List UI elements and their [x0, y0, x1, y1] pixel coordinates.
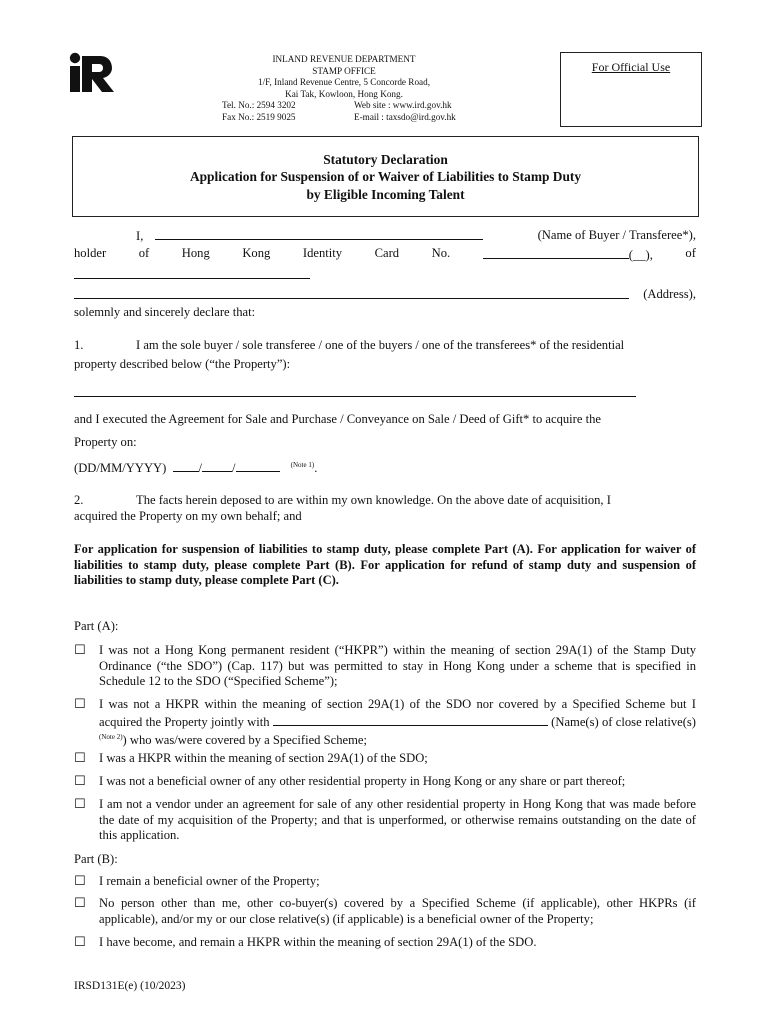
para1-number: 1.	[74, 338, 84, 352]
part-a-checkbox-1[interactable]: ☐	[74, 643, 86, 658]
fax-number: Fax No.: 2519 9025	[222, 111, 296, 122]
note-1-ref: (Note 1)	[290, 461, 315, 469]
part-b-item-1: I remain a beneficial owner of the Property;	[99, 874, 320, 888]
hkid-check-digit: (__),	[628, 248, 653, 262]
address-label: (Address),	[643, 287, 696, 301]
para2-text-b: acquired the Property on my own behalf; and	[74, 509, 302, 523]
hkid-field[interactable]	[483, 246, 629, 259]
para1-executed: and I executed the Agreement for Sale and Purchase / Conveyance on Sale / Deed of Gift* to acquire the	[74, 412, 601, 426]
part-a-item-2-text-b: (Name(s) of close relative(s)	[551, 714, 696, 729]
dept-line-2: STAMP OFFICE	[312, 65, 376, 76]
part-b-checkbox-2[interactable]: ☐	[74, 896, 86, 911]
holder-word-4: Kong	[242, 246, 271, 260]
holder-word-7: No.	[431, 246, 451, 260]
official-use-box	[560, 52, 702, 127]
date-slash-1: /	[198, 461, 203, 476]
dept-line-3: 1/F, Inland Revenue Centre, 5 Concorde Road,	[258, 77, 430, 88]
part-a-checkbox-3[interactable]: ☐	[74, 751, 86, 766]
official-use-label: For Official Use	[591, 60, 671, 74]
date-format-label: (DD/MM/YYYY)	[74, 461, 167, 476]
email: E-mail : taxsdo@ird.gov.hk	[354, 111, 456, 122]
part-b-checkbox-1[interactable]: ☐	[74, 874, 86, 889]
holder-word-6: Card	[374, 246, 400, 260]
part-b-checkbox-3[interactable]: ☐	[74, 935, 86, 950]
dept-line-4: Kai Tak, Kowloon, Hong Kong.	[285, 88, 403, 99]
title-line-3: by Eligible Incoming Talent	[306, 186, 465, 202]
para2-number: 2.	[74, 493, 84, 507]
form-code: IRSD131E(e) (10/2023)	[74, 980, 186, 992]
close-relative-name-field[interactable]	[273, 713, 548, 726]
address-row	[74, 286, 696, 304]
name-label: (Name of Buyer / Transferee*),	[537, 228, 696, 242]
part-b-heading: Part (B):	[74, 852, 118, 866]
para1-text-a: I am the sole buyer / sole transferee / one of the buyers / one of the transferees* of the residential	[136, 338, 625, 352]
date-year-field[interactable]	[236, 459, 280, 472]
holder-word-5: Identity	[302, 246, 343, 260]
solemnly-declare: solemnly and sincerely declare that:	[74, 305, 256, 319]
name-line	[74, 227, 696, 245]
date-row	[74, 457, 317, 477]
part-a-checkbox-2[interactable]: ☐	[74, 697, 86, 712]
date-month-field[interactable]	[202, 459, 232, 472]
holder-word-3: Hong	[181, 246, 210, 260]
part-a-item-2	[99, 697, 696, 749]
holder-row	[74, 246, 696, 263]
part-a-checkbox-5[interactable]: ☐	[74, 797, 86, 812]
date-slash-2: /	[232, 461, 236, 476]
part-a-item-4: I was not a beneficial owner of any other residential property in Hong Kong or any share or part thereof;	[99, 774, 626, 788]
title-line-2: Application for Suspension of or Waiver of Liabilities to Stamp Duty	[189, 169, 582, 185]
holder-word-1: holder	[74, 246, 107, 260]
dept-line-1: INLAND REVENUE DEPARTMENT	[272, 54, 416, 64]
part-b-item-3: I have become, and remain a HKPR within the meaning of section 29A(1) of the SDO.	[99, 935, 537, 949]
part-a-item-1: I was not a Hong Kong permanent resident (“HKPR”) within the meaning of section 29A(1) of the Stamp Duty Ordinance (“the SDO”) (Cap. 117) but was permitted to stay in Hong Kong under a scheme that is specified in Schedule 12 to the SDO (“Specified Scheme”);	[99, 643, 696, 689]
i-label: I,	[136, 229, 144, 243]
address-field-line-2[interactable]	[74, 286, 629, 299]
note-2-ref: (Note 2)	[99, 733, 123, 742]
part-b-item-2: No person other than me, other co-buyer(s) covered by a Specified Scheme (if applicable), other HKPRs (if applicable), and/or my or our close relative(s) (if applicable) is a beneficial owner of the Property;	[99, 896, 696, 926]
part-a-item-2-text-c: ) who was/were covered by a Specified Scheme;	[122, 733, 367, 748]
part-a-heading: Part (A):	[74, 619, 119, 633]
part-a-checkbox-4[interactable]: ☐	[74, 774, 86, 789]
holder-word-2: of	[138, 246, 150, 260]
title-box	[72, 136, 699, 217]
part-a-item-5: I am not a vendor under an agreement for sale of any other residential property in Hong Kong that was made before the date of my acquisition of the Property; and that is unperformed, or otherwise remains outstanding on the date of this application.	[99, 797, 696, 843]
date-period: .	[314, 461, 318, 476]
department-address	[200, 54, 488, 124]
instruction-text: For application for suspension of liabilities to stamp duty, please complete Part (A). For application for waiver of liabilities to stamp duty, please complete Part (B). For application for refund of stamp duty and suspension of liabilities to stamp duty, please complete Part (C).	[74, 542, 696, 588]
part-a-item-3: I was a HKPR within the meaning of section 29A(1) of the SDO;	[99, 751, 428, 765]
buyer-name-field[interactable]	[155, 227, 483, 240]
of-label: of	[685, 246, 696, 260]
website: Web site : www.ird.gov.hk	[354, 100, 452, 111]
ird-logo	[68, 52, 114, 94]
tel-number: Tel. No.: 2594 3202	[222, 100, 296, 111]
property-address-field[interactable]	[74, 384, 636, 397]
part-a-item-2-text-a: I was not a HKPR within the meaning of section 29A(1) of the SDO nor covered by a Specified Scheme but I acquired the Property jointly with	[99, 697, 696, 729]
date-day-field[interactable]	[173, 459, 199, 472]
property-on-label: Property on:	[74, 435, 137, 449]
para1-text-b: property described below (“the Property”):	[74, 357, 291, 371]
title-line-1: Statutory Declaration	[323, 152, 448, 167]
para2-text-a: The facts herein deposed to are within my own knowledge. On the above date of acquisition, I	[136, 493, 611, 507]
address-field-line-1[interactable]	[74, 266, 310, 279]
